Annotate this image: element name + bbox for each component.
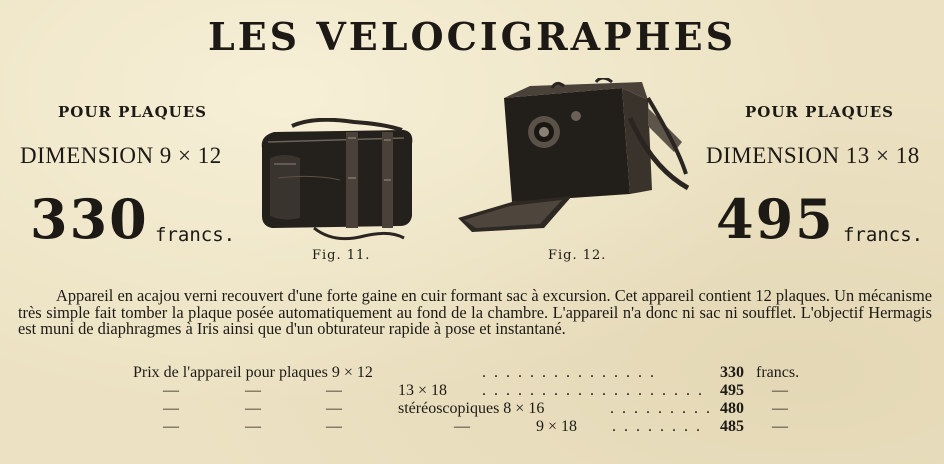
figure-11-caption: Fig. 11. xyxy=(312,248,371,263)
price-row-1-leader: . . . . . . . . . . . . . . . xyxy=(482,364,656,381)
price-row-2-ditto-3: — xyxy=(326,382,342,399)
price-row-4-ditto-3: — xyxy=(326,418,342,435)
price-row-4-ditto-4: — xyxy=(454,418,470,435)
price-row-3-label: stéréoscopiques 8 × 16 xyxy=(398,400,545,417)
price-row-4-ditto-1: — xyxy=(163,418,179,435)
right-subtitle: POUR PLAQUES xyxy=(745,103,894,121)
price-row-4-unit: — xyxy=(772,418,788,435)
price-row-1-unit: francs. xyxy=(756,364,800,381)
price-row-1-value: 330 xyxy=(720,364,744,381)
price-row-2-leader: . . . . . . . . . . . . . . . . . . . xyxy=(482,382,704,399)
open-camera-illustration xyxy=(452,78,692,238)
camera-bag-illustration xyxy=(254,118,420,246)
right-price: 495 xyxy=(716,187,835,251)
price-row-3-ditto-1: — xyxy=(163,400,179,417)
price-row-3-leader: . . . . . . . . . xyxy=(610,400,712,417)
price-row-2-label: 13 × 18 xyxy=(398,382,448,399)
price-row-4-value: 485 xyxy=(720,418,744,435)
right-dimension: DIMENSION 13 × 18 xyxy=(706,143,920,168)
price-row-3-value: 480 xyxy=(720,400,744,417)
price-row-3-unit: — xyxy=(772,400,788,417)
figure-12-caption: Fig. 12. xyxy=(548,248,607,263)
price-row-4-label: 9 × 18 xyxy=(536,418,578,435)
price-row-2-unit: — xyxy=(772,382,788,399)
left-dimension: DIMENSION 9 × 12 xyxy=(20,143,222,168)
left-subtitle: POUR PLAQUES xyxy=(58,103,207,121)
price-row-2-ditto-1: — xyxy=(163,382,179,399)
price-row-4-ditto-2: — xyxy=(245,418,261,435)
price-row-2-value: 495 xyxy=(720,382,744,399)
price-row-1-label: Prix de l'appareil pour plaques 9 × 12 xyxy=(133,364,373,381)
price-row-4-leader: . . . . . . . . xyxy=(612,418,702,435)
price-row-3-ditto-3: — xyxy=(326,400,342,417)
price-row-2-ditto-2: — xyxy=(245,382,261,399)
left-price-unit: francs. xyxy=(155,224,236,246)
page-title: LES VELOCIGRAPHES xyxy=(207,14,737,59)
right-price-unit: francs. xyxy=(843,224,924,246)
description-paragraph: Appareil en acajou verni recouvert d'une forte gaine en cuir formant sac à excursion. Cet appareil contient 12 plaques. Un mécanisme très simple fait tomber la plaque posée automatiquement au fond de la chambre. L'appareil n'a donc ni sac ni soufflet. L'objectif Hermagis est muni de diaphragmes à Iris ainsi que d'un obturateur rapide à pose et instantané. xyxy=(18,286,932,338)
price-row-3-ditto-2: — xyxy=(245,400,261,417)
left-price: 330 xyxy=(30,187,149,251)
